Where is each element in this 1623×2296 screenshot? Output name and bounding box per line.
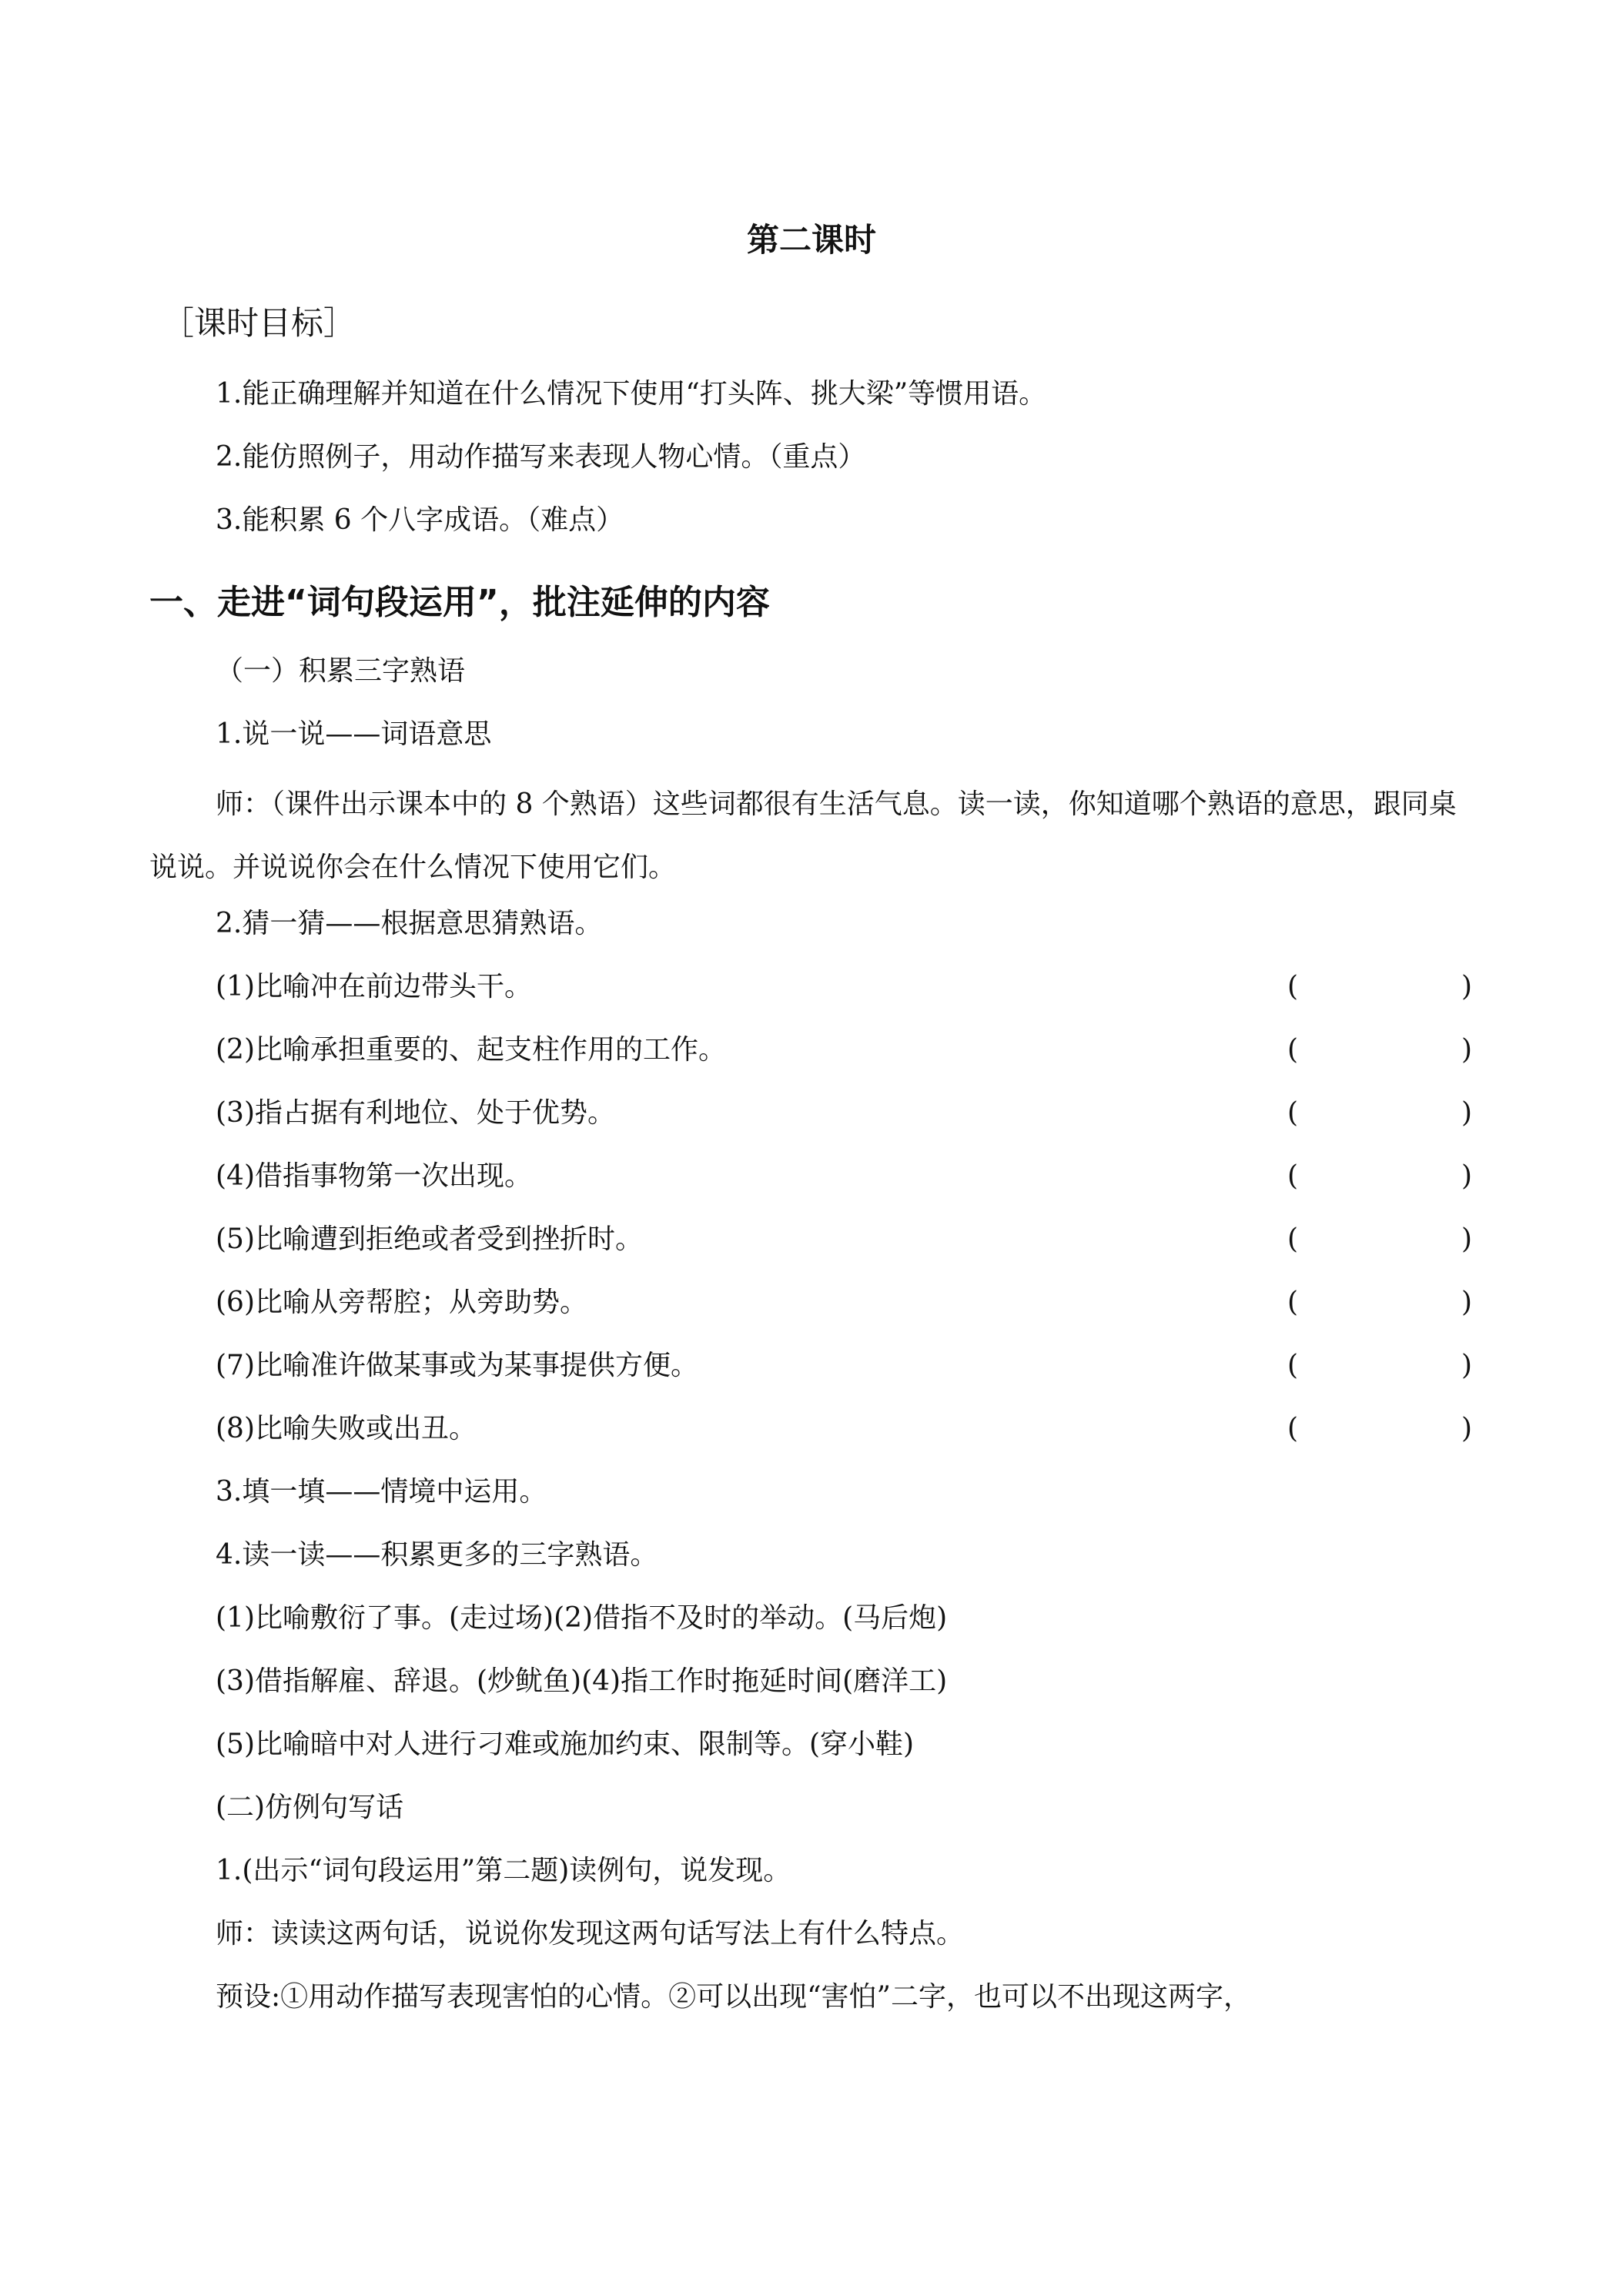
guess-item	[216, 1220, 1472, 1260]
teacher-paragraph: 师：读读这两句话，说说你发现这两句话写法上有什么特点。	[216, 1918, 965, 1950]
guess-item-text: (2)比喻承担重要的、起支柱作用的工作。	[216, 1034, 726, 1066]
subsection-heading: (二)仿例句写话	[216, 1792, 404, 1823]
guess-item-text: (3)指占据有利地位、处于优势。	[216, 1097, 615, 1129]
bracket-close: )	[1461, 1350, 1472, 1381]
bracket-open: (	[1287, 1160, 1299, 1192]
answer-blank[interactable]	[1287, 1220, 1472, 1260]
step-heading: 1.(出示“词句段运用”第二题)读例句，说发现。	[216, 1855, 791, 1886]
guess-item-text: (5)比喻遭到拒绝或者受到挫折时。	[216, 1223, 643, 1255]
step-heading: 3.填一填——情境中运用。	[216, 1476, 547, 1508]
answer-blank[interactable]	[1287, 1283, 1472, 1323]
answer-blank[interactable]	[1287, 967, 1472, 1007]
guess-item	[216, 1156, 1472, 1197]
guess-item-text: (1)比喻冲在前边带头干。	[216, 971, 532, 1002]
bracket-close: )	[1461, 1034, 1472, 1066]
idiom-item: (5)比喻暗中对人进行刁难或施加约束、限制等。(穿小鞋)	[216, 1729, 915, 1760]
bracket-close: )	[1461, 1160, 1472, 1192]
answer-blank[interactable]	[1287, 1093, 1472, 1133]
bracket-open: (	[1287, 1223, 1299, 1255]
page-title: 第二课时	[746, 221, 876, 259]
bracket-close: )	[1461, 1413, 1472, 1444]
bracket-open: (	[1287, 1350, 1299, 1381]
guess-item	[216, 1093, 1472, 1133]
answer-blank[interactable]	[1287, 1409, 1472, 1449]
idiom-item: (3)借指解雇、辞退。(炒鱿鱼)(4)指工作时拖延时间(磨洋工)	[216, 1665, 948, 1697]
guess-item	[216, 1283, 1472, 1323]
bracket-open: (	[1287, 1097, 1299, 1129]
bracket-close: )	[1461, 1287, 1472, 1318]
bracket-close: )	[1461, 1223, 1472, 1255]
guess-item	[216, 1030, 1472, 1070]
guess-item-text: (7)比喻准许做某事或为某事提供方便。	[216, 1350, 698, 1381]
bracket-open: (	[1287, 1034, 1299, 1066]
guess-item	[216, 1409, 1472, 1449]
answer-blank[interactable]	[1287, 1346, 1472, 1386]
subsection-heading: （一）积累三字熟语	[216, 655, 466, 687]
bracket-close: )	[1461, 1097, 1472, 1129]
idiom-item: (1)比喻敷衍了事。(走过场)(2)借指不及时的举动。(马后炮)	[216, 1602, 948, 1634]
bracket-open: (	[1287, 1287, 1299, 1318]
objective-item: 1.能正确理解并知道在什么情况下使用“打头阵、挑大梁”等惯用语。	[216, 378, 1047, 410]
bracket-close: )	[1461, 971, 1472, 1002]
answer-blank[interactable]	[1287, 1156, 1472, 1197]
bracket-open: (	[1287, 1413, 1299, 1444]
guess-item-text: (6)比喻从旁帮腔；从旁助势。	[216, 1287, 587, 1318]
answer-blank[interactable]	[1287, 1030, 1472, 1070]
guess-item-text: (8)比喻失败或出丑。	[216, 1413, 477, 1444]
step-heading: 1.说一说——词语意思	[216, 718, 492, 750]
step-heading: 4.读一读——积累更多的三字熟语。	[216, 1539, 658, 1571]
section-heading: 一、走进“词句段运用”，批注延伸的内容	[149, 583, 770, 622]
bracket-open: (	[1287, 971, 1299, 1002]
objective-item: 2.能仿照例子，用动作描写来表现人物心情。（重点）	[216, 441, 866, 473]
preset-text: 预设:①用动作描写表现害怕的心情。②可以出现“害怕”二字，也可以不出现这两字，	[216, 1981, 1251, 2013]
guess-item	[216, 967, 1472, 1007]
step-heading: 2.猜一猜——根据意思猜熟语。	[216, 908, 603, 939]
objectives-heading: ［课时目标］	[162, 304, 356, 342]
teacher-paragraph: 师：（课件出示课本中的 8 个熟语）这些词都很有生活气息。读一读，你知道哪个熟语的意思，跟同桌说说。并说说你会在什么情况下使用它们。	[149, 788, 1457, 883]
guess-item-text: (4)借指事物第一次出现。	[216, 1160, 532, 1192]
objective-item: 3.能积累 6 个八字成语。（难点）	[216, 504, 624, 536]
guess-item	[216, 1346, 1472, 1386]
